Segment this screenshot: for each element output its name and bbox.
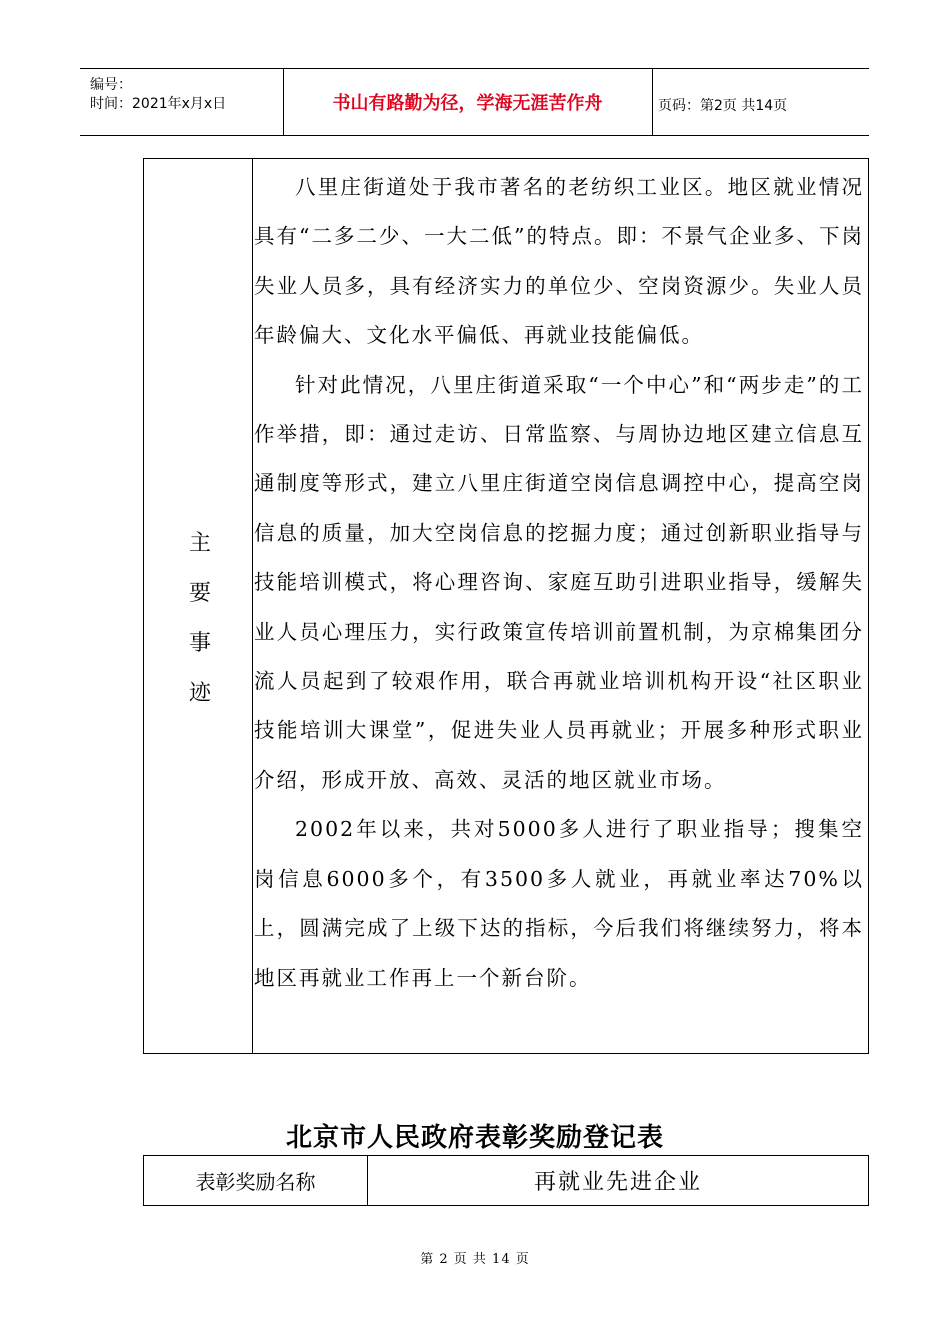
record-label-char: 主	[188, 531, 211, 556]
form-title: 北京市人民政府表彰奖励登记表	[285, 1123, 664, 1153]
record-label-char: 事	[188, 631, 211, 656]
record-table	[143, 158, 869, 1054]
record-content	[254, 163, 864, 1003]
header-meta-cell	[80, 69, 284, 135]
record-label	[188, 519, 212, 719]
motto-text: 书山有路勤为径，学海无涯苦作舟	[332, 93, 603, 114]
award-table	[143, 1155, 869, 1206]
award-name-value: 再就业先进企业	[533, 1170, 702, 1195]
page-header	[80, 68, 869, 136]
serial-label: 编号：	[90, 77, 132, 93]
record-label-char: 迹	[188, 681, 211, 706]
record-label-cell	[144, 159, 253, 1053]
record-paragraph: 针对此情况，八里庄街道采取“一个中心”和“两步走”的工作举措，即：通过走访、日常监察、与周协边地区建立信息互通制度等形式，建立八里庄街道空岗信息调控中心，提高空岗信息的质量，加大空岗信息的挖掘力度；通过创新职业指导与技能培训模式，将心理咨询、家庭互助引进职业指导，缓解失业人员心理压力，实行政策宣传培训前置机制，为京棉集团分流人员起到了较艰作用，联合再就业培训机构开设“社区职业技能培训大课堂”，促进失业人员再就业；开展多种形式职业介绍，形成开放、高效、灵活的地区就业市场。	[254, 372, 864, 792]
page-info: 页码：第2页 共14页	[658, 98, 788, 114]
record-paragraph: 2002年以来，共对5000多人进行了职业指导；搜集空岗信息6000多个，有3500多人就业，再就业率达70%以上，圆满完成了上级下达的指标，今后我们将继续努力，将本地区再就业工作再上一个新台阶。	[254, 817, 864, 990]
header-motto-cell	[283, 69, 653, 135]
page-footer: 第 2 页 共 14 页	[420, 1252, 530, 1267]
award-name-label: 表彰奖励名称	[144, 1156, 368, 1205]
record-label-char: 要	[188, 581, 211, 606]
time-label: 时间：2021年x月x日	[90, 96, 227, 112]
record-paragraph: 八里庄街道处于我市著名的老纺织工业区。地区就业情况具有“二多二少、一大二低”的特点。即：不景气企业多、下岗失业人员多，具有经济实力的单位少、空岗资源少。失业人员年龄偏大、文化水平偏低、再就业技能偏低。	[254, 175, 864, 348]
